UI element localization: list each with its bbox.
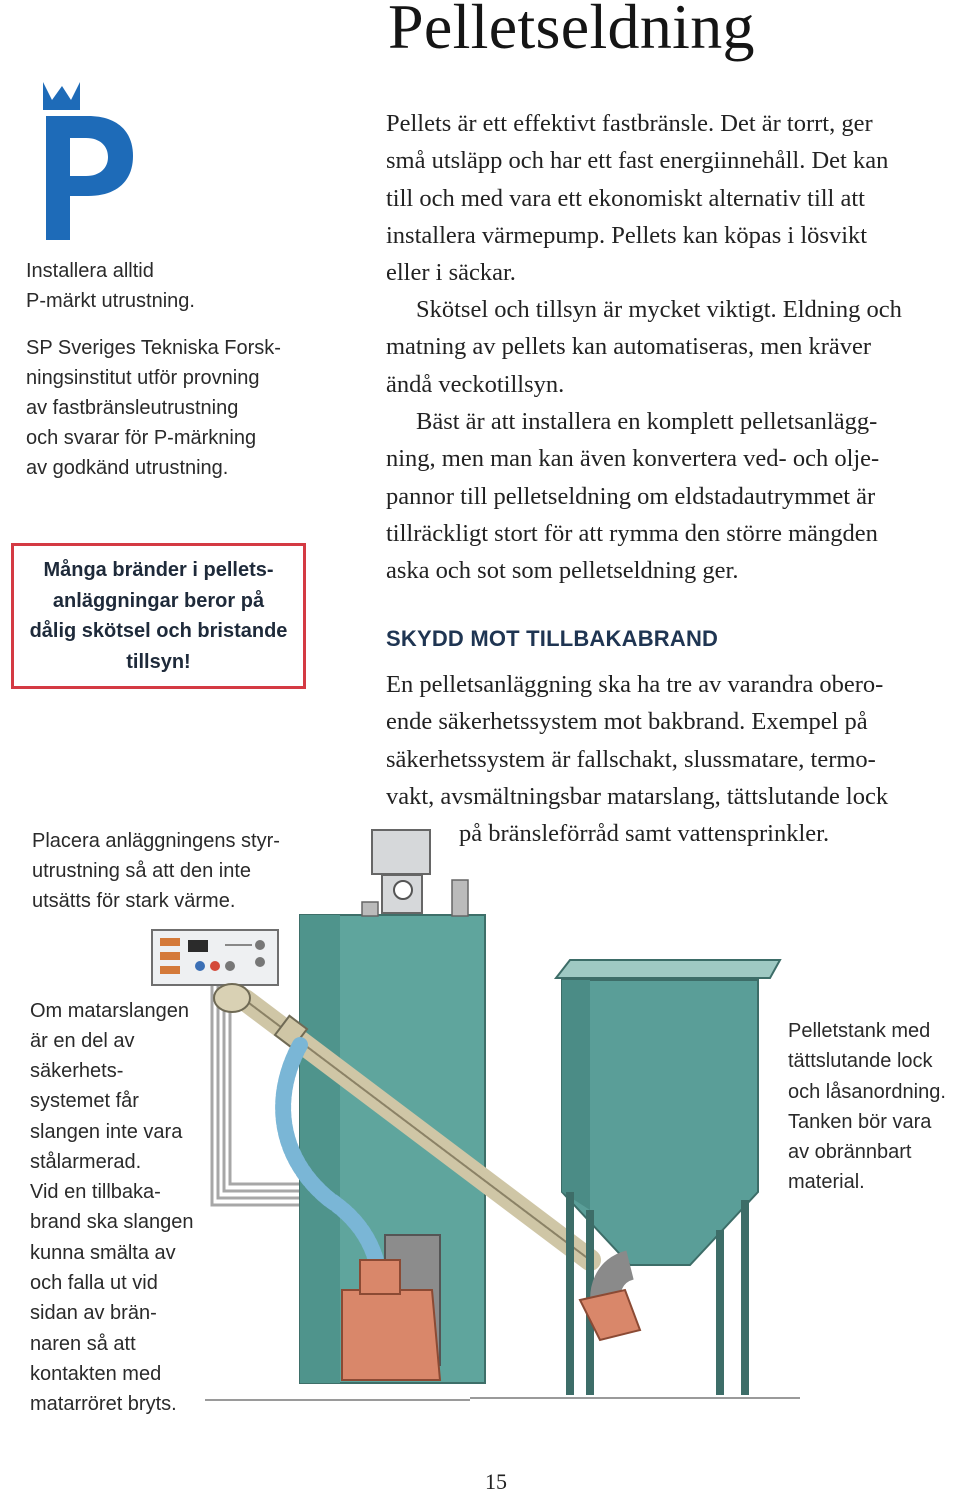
note-line: av godkänd utrustning.: [26, 457, 229, 479]
caption-line: matarröret bryts.: [30, 1393, 177, 1415]
note-line: Placera anläggningens styr-: [32, 830, 280, 852]
note-line: ningsinstitut utför provning: [26, 367, 260, 389]
caption-line: Om matarslangen: [30, 1000, 189, 1022]
note-line: utrustning så att den inte: [32, 860, 252, 882]
caption-line: kunna smälta av: [30, 1242, 176, 1264]
text-line: säkerhetssystem är fallschakt, slussmatare, termo-: [386, 745, 876, 773]
text-line: på bränsleförråd samt vattensprinkler.: [459, 820, 830, 848]
note-line: SP Sveriges Tekniska Forsk-: [26, 337, 281, 359]
text-line: Skötsel och tillsyn är mycket viktigt. Eldning och: [416, 296, 902, 323]
paragraph-maintenance: [386, 291, 902, 403]
warning-line: Många bränder i pellets-: [43, 559, 274, 581]
text-line: ning, men man kan även konvertera ved- och olje-: [386, 445, 880, 473]
text-line: aska och sot som pelletseldning ger.: [386, 557, 739, 585]
caption-line: kontakten med: [30, 1363, 162, 1385]
caption-line: Pelletstank med: [788, 1020, 931, 1042]
note-line: Installera alltid: [26, 260, 154, 282]
caption-hose: [30, 1000, 199, 1415]
caption-line: slangen inte vara: [30, 1121, 183, 1143]
note-line: utsätts för stark värme.: [32, 890, 236, 912]
caption-line: sidan av brän-: [30, 1302, 157, 1324]
text-line: ändå veckotillsyn.: [386, 370, 565, 398]
section-heading: SKYDD MOT TILLBAKABRAND: [386, 626, 719, 651]
warning-line: dålig skötsel och bristande: [29, 620, 288, 642]
caption-line: naren så att: [30, 1333, 136, 1355]
warning-box: [11, 543, 306, 689]
page-number: 15: [485, 1469, 507, 1494]
caption-line: är en del av: [30, 1030, 135, 1052]
text-line: matning av pellets kan automatiseras, men kräver: [386, 333, 872, 361]
caption-line: av obrännbart: [788, 1141, 912, 1163]
paragraph-intro: [386, 105, 888, 291]
warning-line: tillsyn!: [126, 650, 191, 673]
caption-line: säkerhets-: [30, 1060, 124, 1082]
note-line: P-märkt utrustning.: [26, 290, 195, 312]
text-line: Pellets är ett effektivt fastbränsle. Det är torrt, ger: [386, 110, 873, 137]
text-line: små utsläpp och har ett fast energiinnehåll. Det kan: [386, 147, 889, 175]
text-line: En pelletsanläggning ska ha tre av varandra obero-: [386, 671, 884, 698]
caption-line: Vid en tillbaka-: [30, 1181, 161, 1203]
page-title: Pelletseldning: [388, 0, 755, 62]
caption-line: systemet får: [30, 1090, 139, 1112]
pellet-boiler-illustration: [0, 820, 960, 1430]
text-line: ende säkerhetssystem mot bakbrand. Exempel på: [386, 708, 868, 736]
text-line: Bäst är att installera en komplett pelletsanlägg-: [416, 408, 878, 435]
text-line: eller i säckar.: [386, 259, 516, 287]
note-line: och svarar för P-märkning: [26, 427, 257, 449]
caption-line: material.: [788, 1171, 865, 1193]
caption-line: stålarmerad.: [30, 1151, 142, 1173]
caption-line: tättslutande lock: [788, 1050, 933, 1072]
paragraph-installation: [386, 403, 879, 589]
text-line: installera värmepump. Pellets kan köpas i lösvikt: [386, 221, 868, 249]
text-line: vakt, avsmältningsbar matarslang, tättslutande lock: [386, 782, 889, 810]
text-line: tillräckligt stort för att rymma den större mängden: [386, 519, 878, 547]
text-line: pannor till pelletseldning om eldstadautrymmet är: [386, 482, 876, 510]
note-line: av fastbränsleutrustning: [26, 397, 239, 419]
text-line: till och med vara ett ekonomiskt alternativ till att: [386, 184, 865, 212]
caption-tank: [788, 1020, 951, 1193]
warning-line: anläggningar beror på: [52, 589, 265, 612]
caption-line: och falla ut vid: [30, 1272, 158, 1294]
caption-line: och låsanordning.: [788, 1081, 946, 1103]
pellet-tank-icon: [556, 960, 780, 1395]
caption-line: brand ska slangen: [30, 1211, 194, 1233]
control-panel-icon: [152, 930, 278, 985]
warning-text: [14, 546, 303, 677]
p-mark-logo-icon: [40, 80, 135, 242]
caption-line: Tanken bör vara: [788, 1111, 932, 1133]
note-p-marking: [26, 256, 195, 316]
note-sp-institute: [26, 333, 281, 483]
